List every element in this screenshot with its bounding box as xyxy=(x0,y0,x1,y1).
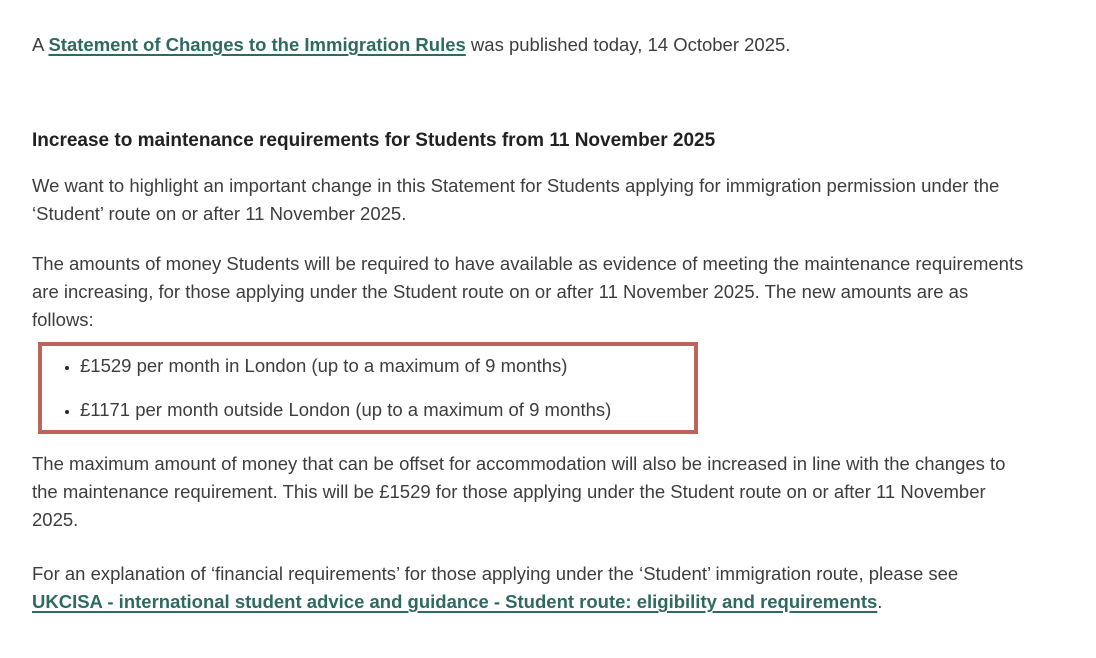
bullet-outside-london-amount-text: £1171 per month outside London (up to a maximum of 9 months) xyxy=(80,399,612,420)
bullet-london-amount-text: £1529 per month in London (up to a maximum of 9 months) xyxy=(80,355,568,376)
statement-of-changes-link[interactable]: Statement of Changes to the Immigration Rules xyxy=(48,34,466,55)
closing-prefix: For an explanation of ‘financial requirements’ for those applying under the ‘Student’ immigration route, please see xyxy=(32,563,959,584)
closing-suffix: . xyxy=(877,591,883,612)
bullet-outside-london-amount xyxy=(80,398,678,422)
maintenance-amounts-highlight-box xyxy=(38,342,698,434)
closing-paragraph xyxy=(32,560,1032,616)
maintenance-amounts-list xyxy=(46,354,678,422)
section-heading: Increase to maintenance requirements for Students from 11 November 2025 xyxy=(32,130,716,151)
paragraph-offset-info: The maximum amount of money that can be offset for accommodation will also be increased in line with the changes to the maintenance requirement. This will be £1529 for those applying under the Student route on or after 11 November 2025. xyxy=(32,453,1006,530)
intro-prefix: A xyxy=(32,34,49,55)
ukcisa-link[interactable]: UKCISA - international student advice and guidance - Student route: eligibility and requirements xyxy=(32,591,878,612)
paragraph-highlight-change: We want to highlight an important change in this Statement for Students applying for immigration permission under the ‘Student’ route on or after 11 November 2025. xyxy=(32,175,1000,224)
intro-paragraph xyxy=(32,31,1032,59)
paragraph-amounts-intro: The amounts of money Students will be required to have available as evidence of meeting the maintenance requirements are increasing, for those applying under the Student route on or after 11 November 2025. The new amounts are as follows: xyxy=(32,253,1024,330)
intro-suffix: was published today, 14 October 2025. xyxy=(465,34,791,55)
bullet-london-amount xyxy=(80,354,678,378)
